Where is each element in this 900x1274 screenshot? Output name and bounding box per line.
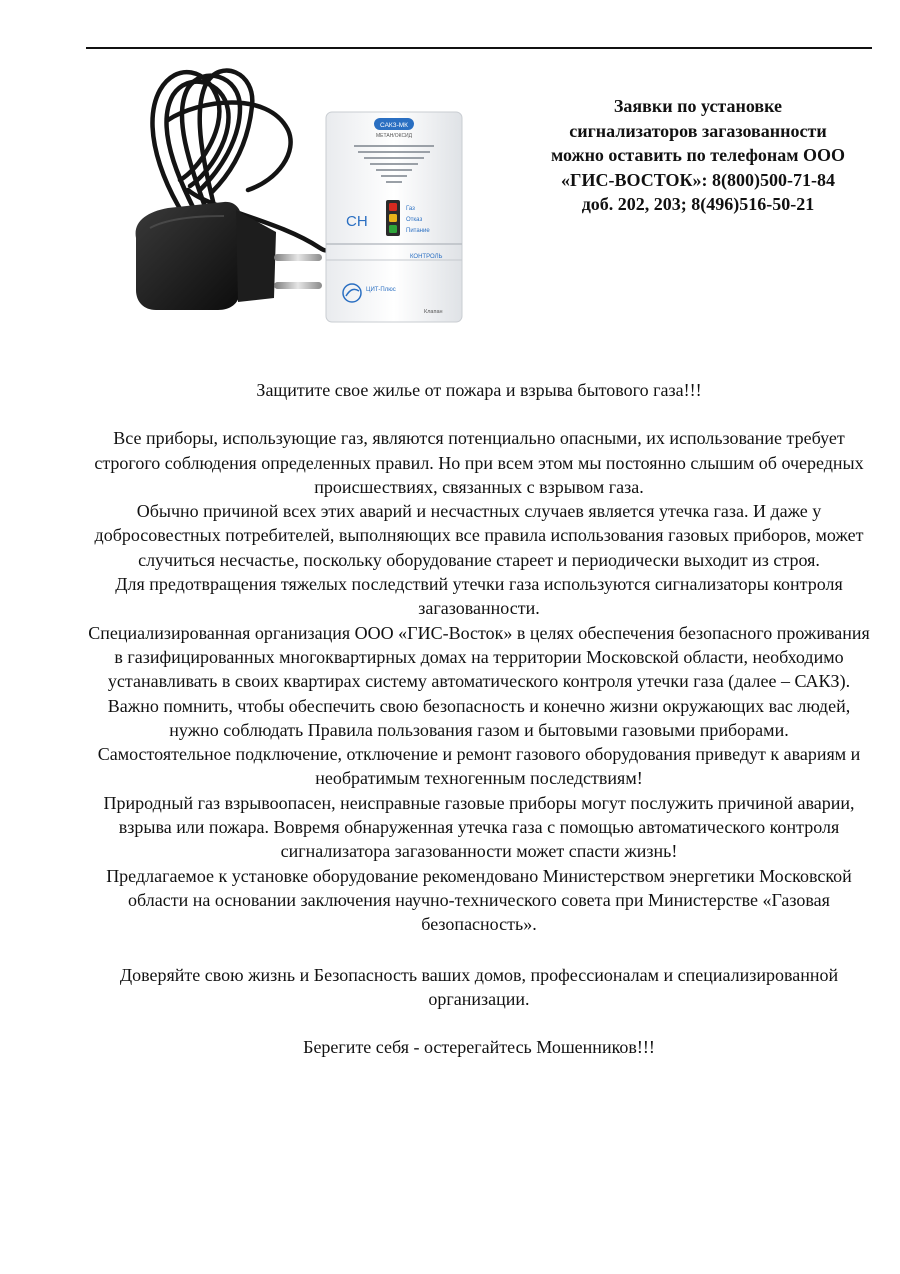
valve-label: Клапан: [424, 309, 443, 315]
paragraph-4: Специализированная организация ООО «ГИС-Восток» в целях обеспечения безопасного проживания в газифицированных многоквартирных домах на территории Московской области, необходимо устанавливать в своих квартирах систему автоматического контроля утечки газа (далее – САКЗ).: [88, 622, 870, 692]
indicator-label-fault: Отказ: [406, 217, 423, 223]
paragraph-3: Для предотвращения тяжелых последствий утечки газа используются сигнализаторы контроля загазованности.: [115, 574, 843, 619]
main-text: [86, 378, 872, 1059]
power-indicator-light: [389, 225, 397, 233]
gas-indicator-light: [389, 203, 397, 211]
maker-label: ЦИТ-Плюс: [366, 287, 396, 293]
slogan: Защитите свое жилье от пожара и взрыва бытового газа!!!: [256, 380, 702, 400]
control-label: КОНТРОЛЬ: [410, 254, 443, 260]
paragraph-6: Самостоятельное подключение, отключение и ремонт газового оборудования приведут к авариям и необратимым техногенным последствиям!: [97, 744, 861, 789]
paragraph-7: Природный газ взрывоопасен, неисправные газовые приборы могут послужить причиной аварии, взрыва или пожара. Вовремя обнаруженная утечка газа с помощью автоматического контроля сигнализатора загазованности может спасти жизнь!: [103, 792, 855, 862]
paragraph-5: Важно помнить, чтобы обеспечить свою безопасность и конечно жизни окружающих вас людей, нужно соблюдать Правила пользования газом и бытовыми газовыми приборами.: [107, 695, 851, 740]
brand-badge: САКЗ-МК: [380, 122, 408, 129]
detector-body: [326, 112, 462, 322]
top-rule: [86, 47, 872, 49]
paragraph-1: Все приборы, использующие газ, являются потенциально опасными, их использование требует строгого соблюдения определенных правил. Но при всем этом мы постоянно слышим об очередных происшествиях, связанных с взрывом газа.: [94, 428, 864, 497]
model-small-label: МЕТАН/ОКСИД: [375, 133, 413, 139]
indicator-label-power: Питание: [406, 228, 430, 234]
paragraph-8: Предлагаемое к установке оборудование рекомендовано Министерством энергетики Московской области на основании заключения научно-технического совета при Министерстве «Газовая безопасность».: [106, 865, 852, 935]
plug-adapter: [136, 202, 322, 310]
paragraph-2: Обычно причиной всех этих аварий и несчастных случаев является утечка газа. И даже у добросовестных потребителей, выполняющих все правила использования газовых приборов, может случиться несчастье, поскольку оборудование стареет и периодически выходит из строя.: [94, 501, 864, 570]
fraud-warning: Берегите себя - остерегайтесь Мошенников!!!: [303, 1037, 655, 1058]
indicator-label-gas: Газ: [406, 206, 415, 212]
gas-symbol-label: CH: [346, 213, 368, 230]
trust-statement: Доверяйте свою жизнь и Безопасность ваших домов, профессионалам и специализированной организации.: [119, 964, 839, 1009]
gas-detector-image: [128, 60, 473, 325]
fault-indicator-light: [389, 214, 397, 222]
contact-info: Заявки по установке сигнализаторов загазованности можно оставить по телефонам ООО «ГИС-ВОСТОК»: 8(800)500-71-84 доб. 202, 203; 8(496)516-50-21: [550, 96, 846, 214]
